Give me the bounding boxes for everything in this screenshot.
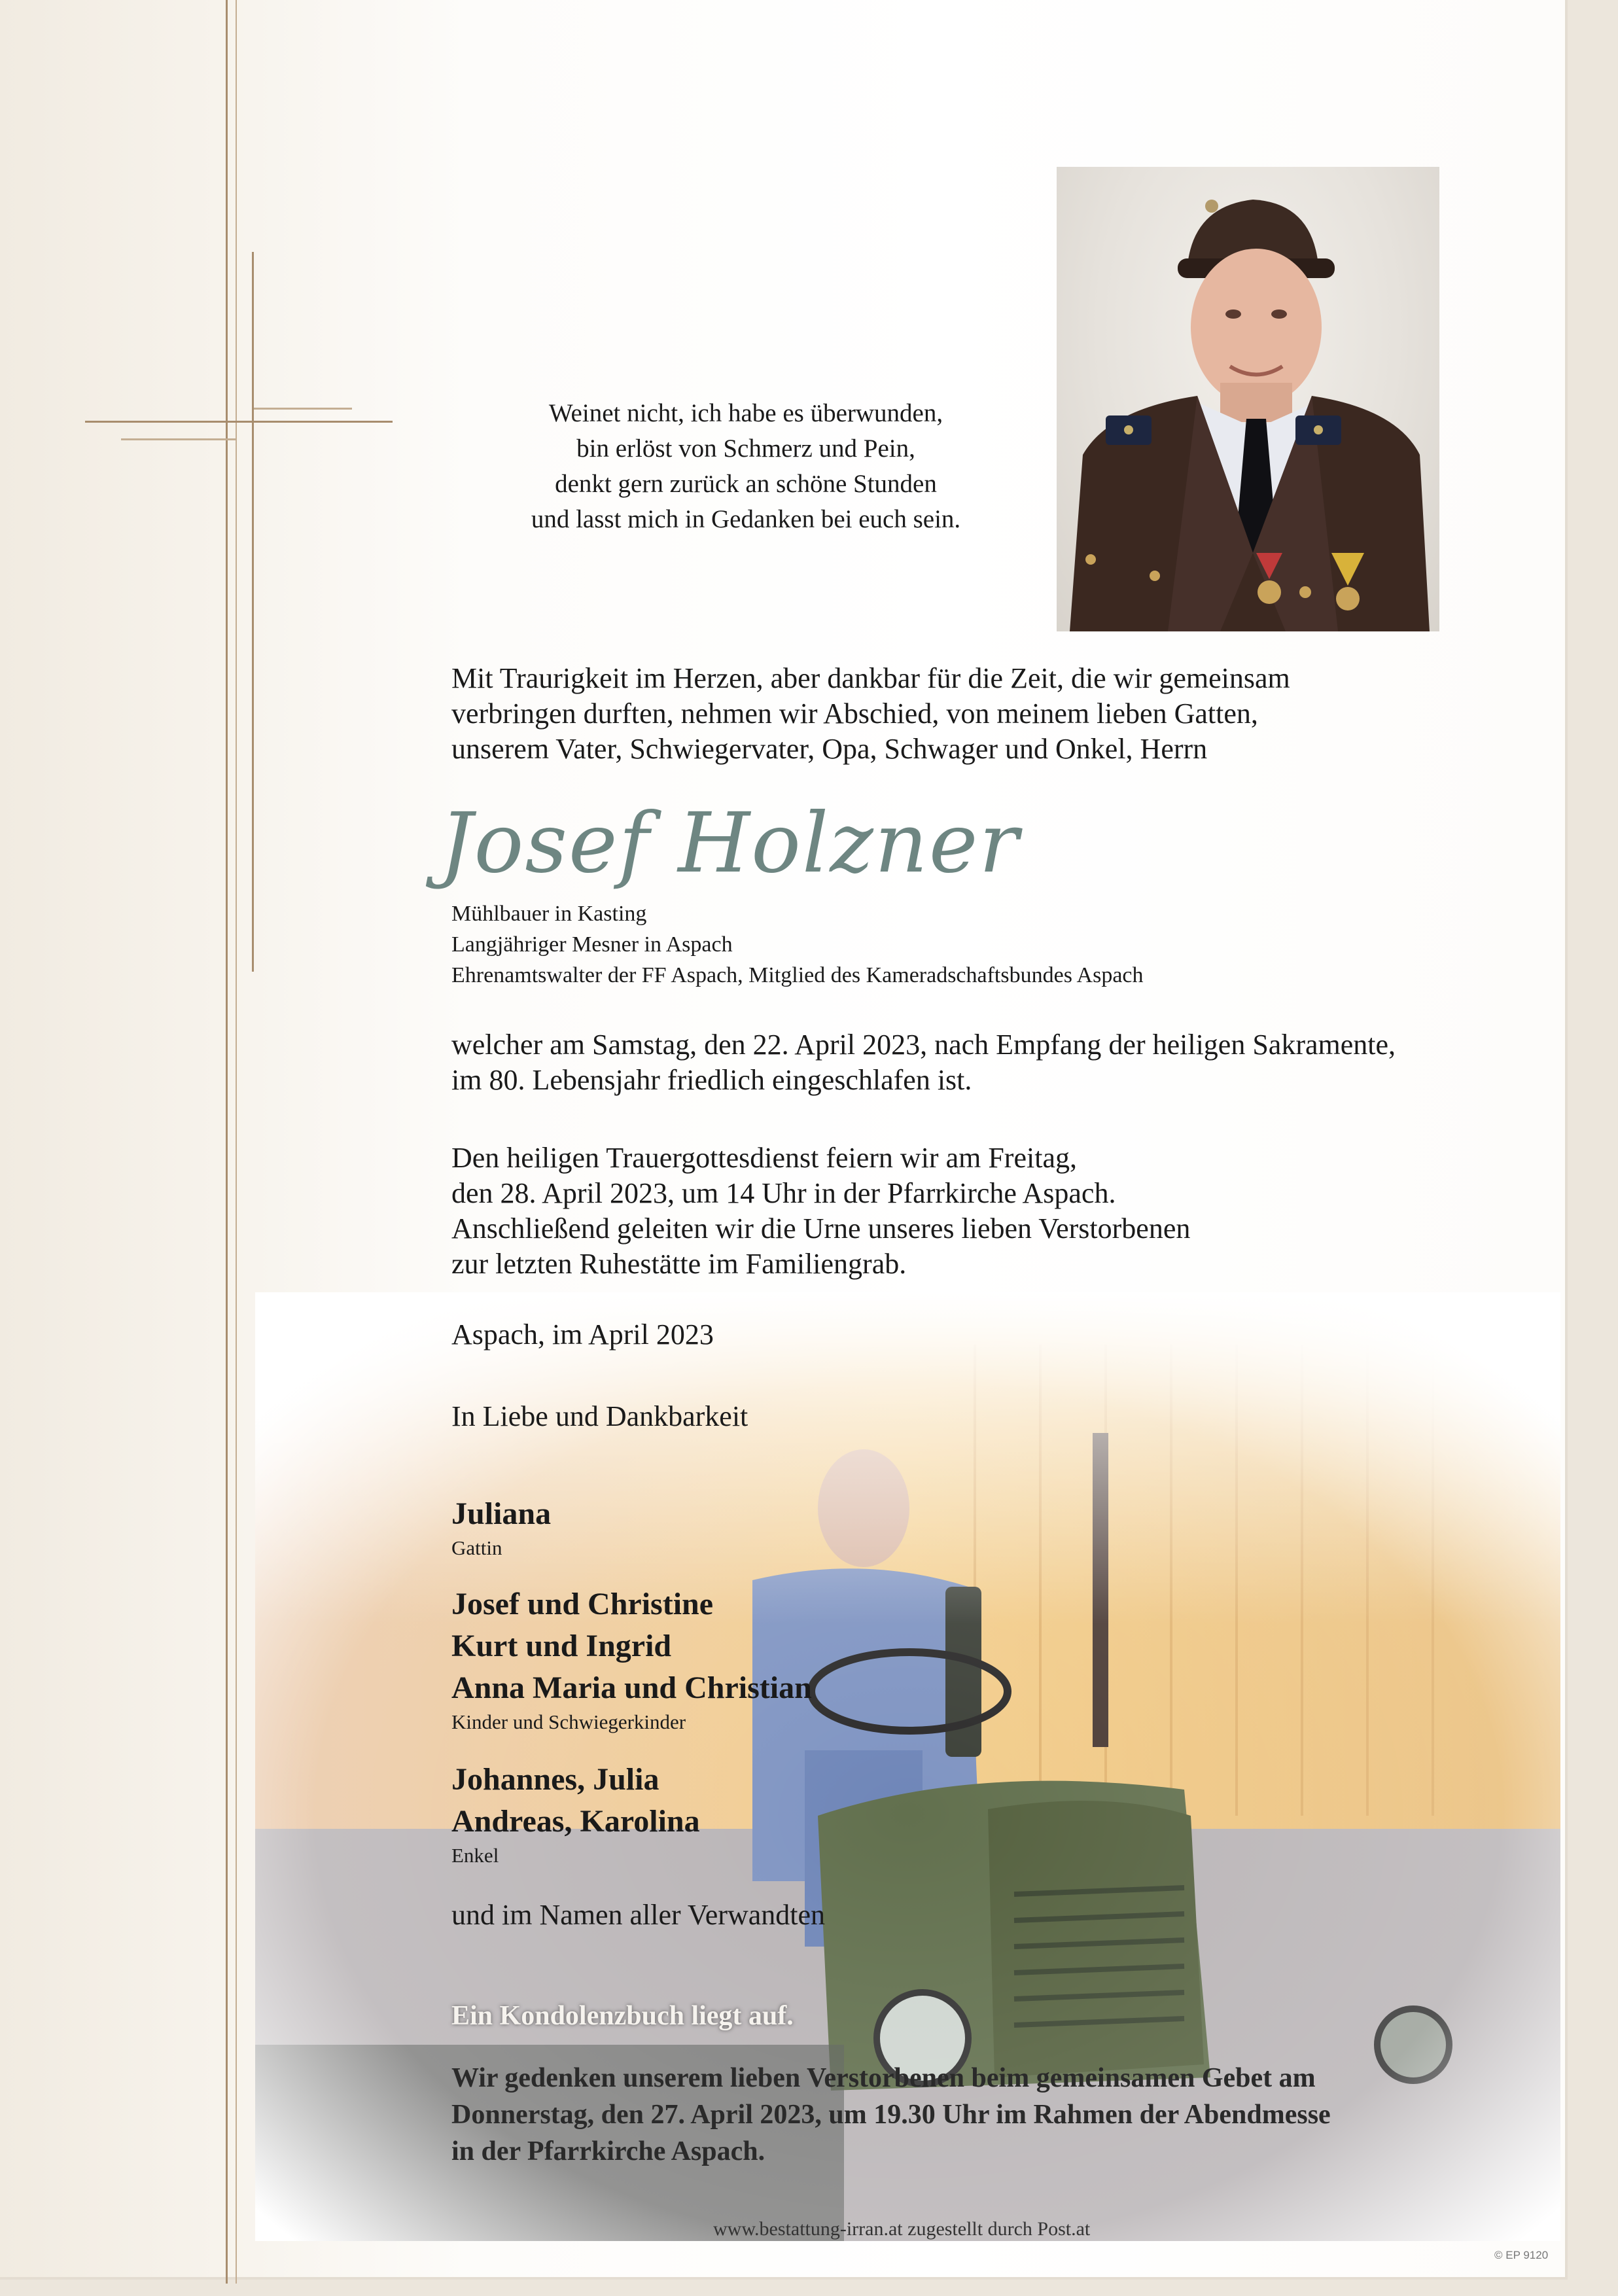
deceased-title: Langjähriger Mesner in Aspach [451,932,733,957]
family-children-name: Josef und Christine [451,1587,714,1621]
family-spouse-role: Gattin [451,1536,502,1559]
prayer-note-line: Wir gedenken unserem lieben Verstorbenen beim gemeinsamen Gebet am [451,2063,1316,2093]
footer-url: www.bestattung-irran.at zugestellt durch Post.at [713,2218,1091,2240]
family-grandchildren-name: Andreas, Karolina [451,1804,700,1839]
portrait-photo [1057,167,1439,631]
family-children-name: Kurt und Ingrid [451,1629,672,1663]
poem-line: und lasst mich in Gedanken bei euch sein. [531,505,961,533]
deceased-title: Ehrenamtswalter der FF Aspach, Mitglied des Kameradschaftsbundes Aspach [451,963,1144,987]
poem-line: Weinet nicht, ich habe es überwunden, [548,399,943,427]
intro-line: unserem Vater, Schwiegervater, Opa, Schwager und Onkel, Herrn [451,733,1208,765]
condolence-note: Ein Kondolenzbuch liegt auf. [451,2001,794,2031]
cross-horizontal-line [85,421,393,423]
deceased-name: Josef Holzner [440,795,1020,891]
poem-line: denkt gern zurück an schöne Stunden [555,470,937,498]
intro-line: verbringen durften, nehmen wir Abschied, von meinem lieben Gatten, [451,698,1258,730]
family-grandchildren-role: Enkel [451,1844,499,1867]
print-code: © EP 9120 [1494,2249,1549,2261]
deceased-title: Mühlbauer in Kasting [451,902,647,926]
cross-horizontal-line-2 [121,438,236,440]
family-relatives: und im Namen aller Verwandten [451,1899,826,1931]
family-children-role: Kinder und Schwiegerkinder [451,1710,686,1733]
family-children-name: Anna Maria und Christian [451,1670,812,1705]
poem [419,396,1073,537]
death-notice-line: im 80. Lebensjahr friedlich eingeschlafen ist. [451,1064,972,1096]
family-spouse-name: Juliana [451,1496,552,1531]
funeral-line: Den heiligen Trauergottesdienst feiern wir am Freitag, [451,1142,1077,1174]
closing-phrase: In Liebe und Dankbarkeit [451,1400,748,1432]
family-grandchildren-name: Johannes, Julia [451,1762,660,1797]
funeral-line: zur letzten Ruhestätte im Familiengrab. [451,1248,907,1280]
poem-line: bin erlöst von Schmerz und Pein, [576,434,915,463]
funeral-line: den 28. April 2023, um 14 Uhr in der Pfarrkirche Aspach. [451,1177,1116,1209]
cross-vertical-line [226,0,228,2284]
cross-short-vertical [252,252,254,972]
prayer-note-line: in der Pfarrkirche Aspach. [451,2136,765,2166]
decor-vertical-line-2 [236,0,237,2284]
funeral-line: Anschließend geleiten wir die Urne unseres lieben Verstorbenen [451,1212,1191,1245]
place-date: Aspach, im April 2023 [451,1318,714,1351]
death-notice-line: welcher am Samstag, den 22. April 2023, nach Empfang der heiligen Sakramente, [451,1029,1396,1061]
cross-horizontal-line-3 [254,408,352,410]
intro-line: Mit Traurigkeit im Herzen, aber dankbar für die Zeit, die wir gemeinsam [451,662,1290,694]
prayer-note-line: Donnerstag, den 27. April 2023, um 19.30 Uhr im Rahmen der Abendmesse [451,2100,1331,2130]
